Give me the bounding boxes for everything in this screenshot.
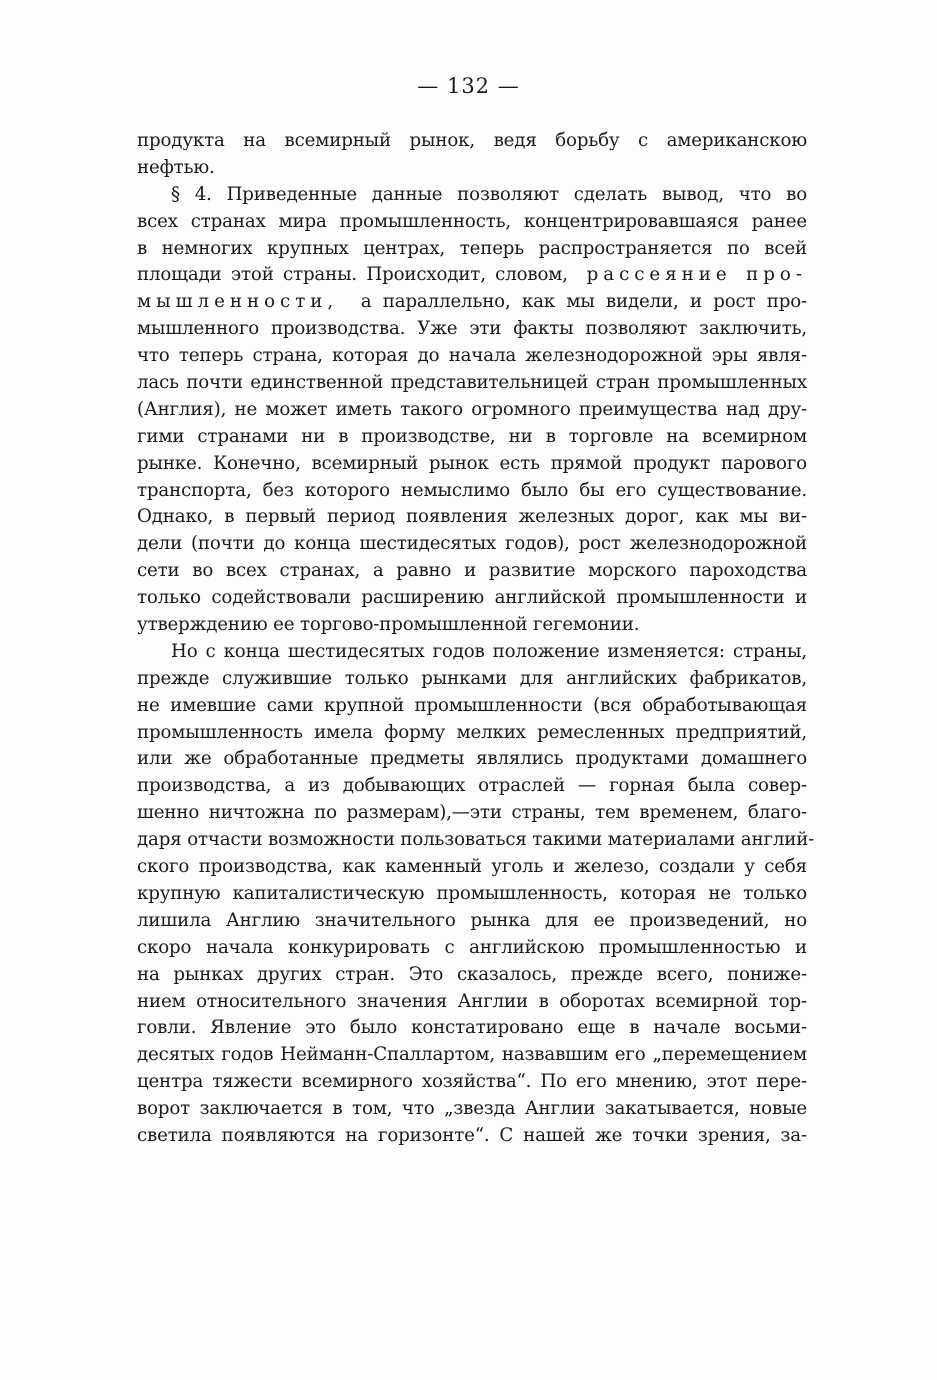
text-line: всех странах мира промышленность, концентрировавшаяся ранее — [137, 210, 807, 232]
page-number: — 132 — — [417, 74, 520, 98]
text-line: крупную капиталистическую промышленность, которая не только — [137, 882, 807, 904]
text-line: шенно ничтожна по размерам),—эти страны, тем временем, благо- — [137, 802, 807, 824]
text-line: продукта на всемирный рынок, ведя борьбу с американскою — [137, 130, 807, 151]
text-line: нефтью. — [137, 156, 215, 178]
text-line: ского производства, как каменный уголь и железо, создали у себя — [137, 856, 807, 878]
text-line: что теперь страна, которая до начала железнодорожной эры явля- — [137, 345, 807, 367]
emphasis-spaced-text: мышленности, — [137, 291, 339, 313]
text-line: светила появляются на горизонте“. С нашей же точки зрения, за- — [137, 1124, 807, 1146]
text-line: § 4. Приведенные данные позволяют сделать вывод, что во — [171, 183, 807, 205]
text-line: гими странами ни в производстве, ни в торговле на всемирном — [137, 425, 807, 447]
text-line: мышленного производства. Уже эти факты позволяют заключить, — [137, 318, 807, 340]
text-line: не имевшие сами крупной промышленности (вся обработывающая — [137, 694, 807, 716]
emphasis-spaced-text: рассеяние про- — [586, 264, 808, 286]
text-line: говли. Явление это было констатировано еще в начале восьми- — [137, 1017, 807, 1039]
text-line-mixed — [137, 262, 807, 289]
text-line: нием относительного значения Англии в оборотах всемирной тор- — [137, 990, 807, 1012]
text-line: даря отчасти возможности пользоваться такими материалами англий- — [137, 829, 815, 851]
text-line: лась почти единственной представительницей стран промышленных — [137, 372, 807, 394]
text-line-mixed — [137, 289, 807, 316]
text-line: утверждению ее торгово-промышленной гегемонии. — [137, 614, 640, 636]
text-line: рынке. Конечно, всемирный рынок есть прямой продукт парового — [137, 452, 807, 474]
text-line: прежде служившие только рынками для английских фабрикатов, — [137, 667, 807, 689]
text-line: сети во всех странах, а равно и развитие морского пароходства — [137, 560, 807, 582]
body-text — [137, 128, 815, 1150]
text-segment: а параллельно, как мы видели, и рост про- — [360, 291, 807, 313]
text-line: Но с конца шестидесятых годов положение изменяется: страны, — [171, 640, 807, 662]
text-segment: площади этой страны. Происходит, словом, — [137, 264, 568, 286]
text-line: в немногих крупных центрах, теперь распространяется по всей — [137, 237, 807, 259]
text-line: только содействовали расширению английской промышленности и — [137, 587, 807, 609]
text-line: транспорта, без которого немыслимо было бы его существование. — [137, 479, 807, 501]
text-line: производства, а из добывающих отраслей — горная была совер- — [137, 775, 807, 797]
text-line: или же обработанные предметы являлись продуктами домашнего — [137, 748, 807, 770]
text-line: промышленность имела форму мелких ремесленных предприятий, — [137, 721, 807, 743]
text-line: центра тяжести всемирного хозяйства“. По его мнению, этот пере- — [137, 1071, 807, 1093]
text-line: (Англия), не может иметь такого огромного преимущества над дру- — [137, 398, 807, 420]
text-line: лишила Англию значительного рынка для ее произведений, но — [137, 909, 807, 931]
text-line: Однако, в первый период появления железных дорог, как мы ви- — [137, 506, 807, 528]
text-line: на рынках других стран. Это сказалось, прежде всего, пониже- — [137, 963, 807, 985]
text-line: скоро начала конкурировать с английскою промышленностью и — [137, 936, 807, 958]
text-line: десятых годов Нейманн-Спаллартом, назвавшим его „перемещением — [137, 1044, 807, 1066]
text-line: дели (почти до конца шестидесятых годов), рост железнодорожной — [137, 533, 807, 555]
text-line: ворот заключается в том, что „звезда Англии закатывается, новые — [137, 1098, 807, 1120]
